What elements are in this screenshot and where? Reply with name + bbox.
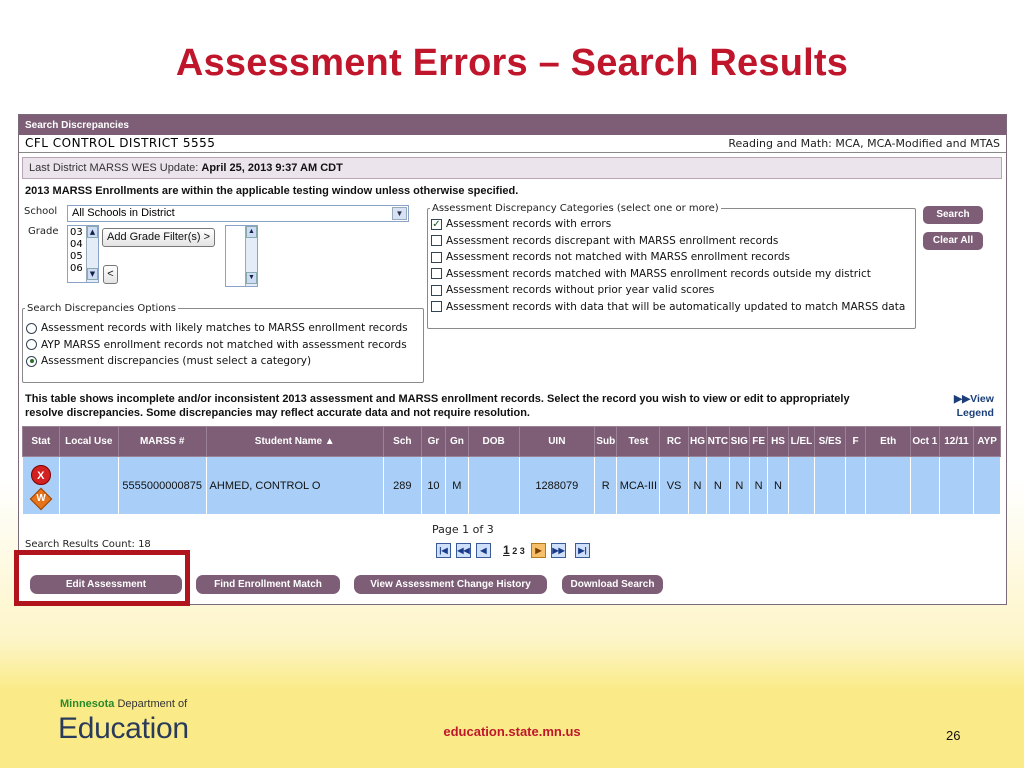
oct1-cell (911, 457, 940, 515)
org-name: CFL CONTROL DISTRICT 5555 (25, 136, 216, 150)
f-cell (845, 457, 865, 515)
school-label: School (24, 206, 58, 217)
column-header[interactable]: Stat (23, 427, 60, 457)
scroll-down-icon[interactable]: ▼ (87, 268, 98, 280)
scroll-up-icon[interactable]: ▲ (246, 226, 257, 238)
search-option[interactable] (23, 353, 423, 370)
grade-scrollbar[interactable] (86, 226, 98, 282)
last-update-bar (22, 157, 1002, 179)
selected-grades-listbox[interactable] (225, 225, 258, 287)
category-label: Assessment records with data that will be automatically updated to match MARSS data (446, 300, 906, 313)
column-header[interactable]: HS (768, 427, 788, 457)
category-checkbox[interactable] (431, 235, 442, 246)
options-legend: Search Discrepancies Options (27, 303, 176, 314)
table-description: This table shows incomplete and/or inconsistent 2013 assessment and MARSS enrollment records. Select the record you wish to view or edit to appropriately resolve discrepancies. Some discrepancies may reflect accurate data and not require resolution. (25, 393, 850, 419)
local-use-cell (59, 457, 118, 515)
next-ten-pages-icon[interactable]: ▶▶ (551, 543, 566, 558)
discrepancy-categories-group (427, 203, 916, 329)
view-change-history-button[interactable]: View Assessment Change History (354, 575, 547, 594)
column-header[interactable]: Oct 1 (911, 427, 940, 457)
logo-subtitle (60, 698, 187, 710)
hs-cell: N (768, 457, 788, 515)
grade-option[interactable]: 06 (70, 263, 83, 274)
search-option-label: Assessment records with likely matches to MARSS enrollment records (41, 322, 408, 335)
search-discrepancies-window (18, 114, 1007, 605)
search-option-radio[interactable] (26, 323, 37, 334)
column-header[interactable]: S/ES (815, 427, 846, 457)
page-numbers (503, 543, 525, 557)
edit-assessment-highlight (14, 550, 190, 606)
view-legend-link[interactable] (954, 392, 994, 420)
category-option[interactable] (428, 266, 915, 283)
uin-cell: 1288079 (519, 457, 594, 515)
lel-cell (788, 457, 815, 515)
search-option-label: AYP MARSS enrollment records not matched with assessment records (41, 338, 407, 351)
column-header[interactable]: Local Use (59, 427, 118, 457)
results-table (22, 426, 1001, 515)
column-header[interactable]: AYP (974, 427, 1001, 457)
grade-option[interactable]: 03 (70, 227, 83, 238)
column-header[interactable]: Sub (595, 427, 617, 457)
search-option-radio[interactable] (26, 339, 37, 350)
result-count: Search Results Count: 18 (25, 539, 151, 550)
column-header[interactable]: HG (688, 427, 706, 457)
category-option[interactable] (428, 282, 915, 299)
other-page-links[interactable]: 2 3 (512, 546, 525, 556)
download-search-button[interactable]: Download Search (562, 575, 663, 594)
column-header[interactable]: NTC (707, 427, 729, 457)
category-option[interactable] (428, 299, 915, 316)
current-page-link[interactable]: 1 (503, 543, 510, 557)
warning-icon-label: W (36, 492, 46, 504)
window-header: Search Discrepancies (19, 115, 1006, 135)
category-option[interactable] (428, 216, 915, 233)
stat-cell[interactable] (23, 457, 60, 515)
search-option-label: Assessment discrepancies (must select a category) (41, 355, 312, 368)
category-option[interactable] (428, 233, 915, 250)
chevron-down-icon[interactable]: ▼ (392, 207, 407, 220)
column-header[interactable]: Student Name ▲ (206, 427, 383, 457)
ntc-cell: N (707, 457, 729, 515)
edit-assessment-button[interactable]: Edit Assessment (30, 575, 182, 594)
program-name: Reading and Math: MCA, MCA-Modified and MTAS (728, 137, 1000, 150)
selected-grades-scrollbar[interactable] (245, 226, 257, 286)
error-icon[interactable]: X (31, 465, 51, 485)
category-label: Assessment records not matched with MARSS enrollment records (446, 251, 790, 264)
first-page-icon[interactable]: |◀ (436, 543, 451, 558)
grade-option[interactable]: 05 (70, 251, 83, 262)
prev-page-icon[interactable]: ◀ (476, 543, 491, 558)
column-header[interactable]: Eth (866, 427, 911, 457)
student-name-cell: AHMED, CONTROL O (206, 457, 383, 515)
column-header[interactable]: RC (660, 427, 689, 457)
rc-cell: VS (660, 457, 689, 515)
search-option[interactable] (23, 320, 423, 337)
table-row[interactable] (23, 457, 1001, 515)
column-header[interactable]: Test (617, 427, 660, 457)
play-icon: ▶▶ (954, 393, 971, 405)
ayp-cell (974, 457, 1001, 515)
search-button[interactable]: Search (923, 206, 983, 224)
category-option[interactable] (428, 249, 915, 266)
hg-cell: N (688, 457, 706, 515)
fe-cell: N (749, 457, 767, 515)
clear-all-button[interactable]: Clear All (923, 232, 983, 250)
view-legend-line1: View (970, 393, 994, 405)
sig-cell: N (729, 457, 749, 515)
last-update-value: April 25, 2013 9:37 AM CDT (201, 162, 343, 174)
test-cell: MCA-III (617, 457, 660, 515)
category-label: Assessment records with errors (446, 218, 612, 231)
table-header-row (23, 427, 1001, 457)
column-header[interactable]: L/EL (788, 427, 815, 457)
dob-cell (468, 457, 519, 515)
scroll-down-icon[interactable]: ▼ (246, 272, 257, 284)
last-update-label: Last District MARSS WES Update: (29, 162, 202, 174)
page-indicator: Page 1 of 3 (432, 523, 494, 536)
grade-option[interactable]: 04 (70, 239, 83, 250)
search-options-group (22, 303, 424, 383)
category-label: Assessment records without prior year valid scores (446, 284, 715, 297)
prev-ten-pages-icon[interactable]: ◀◀ (456, 543, 471, 558)
column-header[interactable]: MARSS # (118, 427, 206, 457)
sub-cell: R (595, 457, 617, 515)
warning-icon[interactable] (30, 487, 53, 510)
add-grade-filter-button[interactable]: Add Grade Filter(s) > (102, 228, 215, 247)
gn-cell: M (446, 457, 468, 515)
find-enrollment-match-button[interactable]: Find Enrollment Match (196, 575, 340, 594)
category-checkbox[interactable] (431, 301, 442, 312)
sch-cell: 289 (383, 457, 421, 515)
mde-logo: Education (58, 712, 189, 745)
column-header[interactable]: Gn (446, 427, 468, 457)
school-select[interactable] (67, 205, 409, 222)
category-checkbox[interactable] (431, 252, 442, 263)
scroll-up-icon[interactable]: ▲ (87, 226, 98, 238)
column-header[interactable]: Gr (421, 427, 445, 457)
remove-grade-filter-button[interactable]: < (103, 265, 118, 284)
search-option-radio[interactable] (26, 356, 37, 367)
column-header[interactable]: DOB (468, 427, 519, 457)
org-row (19, 135, 1006, 153)
school-select-value: All Schools in District (72, 207, 175, 219)
ses-cell (815, 457, 846, 515)
grade-listbox[interactable] (67, 225, 99, 283)
category-checkbox[interactable] (431, 285, 442, 296)
column-header[interactable]: Sch (383, 427, 421, 457)
column-header[interactable]: FE (749, 427, 767, 457)
marss-cell: 5555000000875 (118, 457, 206, 515)
enrollment-note: 2013 MARSS Enrollments are within the applicable testing window unless otherwise specified. (25, 185, 519, 197)
category-label: Assessment records matched with MARSS enrollment records outside my district (446, 267, 871, 280)
column-header[interactable]: F (845, 427, 865, 457)
dec11-cell (939, 457, 974, 515)
page-number: 26 (946, 728, 961, 743)
logo-state: Minnesota (60, 698, 115, 710)
slide-title: Assessment Errors – Search Results (175, 42, 849, 84)
gr-cell: 10 (421, 457, 445, 515)
column-header[interactable]: SIG (729, 427, 749, 457)
category-label: Assessment records discrepant with MARSS enrollment records (446, 234, 779, 247)
view-legend-line2: Legend (956, 407, 994, 419)
category-checkbox[interactable] (431, 268, 442, 279)
footer-url: education.state.mn.us (443, 724, 581, 739)
grade-label: Grade (28, 226, 59, 237)
category-checkbox[interactable]: ✓ (432, 218, 441, 230)
search-option[interactable] (23, 337, 423, 354)
categories-legend: Assessment Discrepancy Categories (select one or more) (432, 203, 719, 214)
next-page-icon[interactable]: ▶ (531, 543, 546, 558)
eth-cell (866, 457, 911, 515)
column-header[interactable]: 12/11 (939, 427, 974, 457)
logo-dept: Department of (114, 698, 188, 710)
last-page-icon[interactable]: ▶| (575, 543, 590, 558)
column-header[interactable]: UIN (519, 427, 594, 457)
